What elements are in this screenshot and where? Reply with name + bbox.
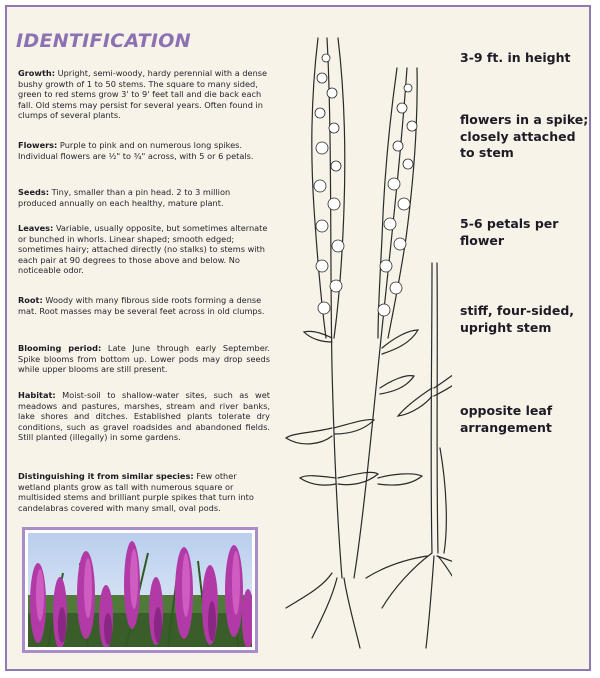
habitat-heading: Habitat: (18, 390, 56, 400)
seeds-text: Tiny, smaller than a pin head. 2 to 3 million produced annually on each healthy, mature plant. (18, 187, 231, 208)
section-habitat (18, 390, 270, 443)
flowers-text: Purple to pink and on numerous long spikes. Individual flowers are ½" to ¾" across, with 5 or 6 petals. (18, 140, 254, 161)
loosestrife-photo-image (28, 533, 252, 647)
growth-text: Upright, semi-woody, hardy perennial with a dense bushy growth of 1 to 50 stems. The square to many sided, green to red stems grow 3' to 9' feet tall and die back each fall. Old stems may persist for several years. Often found in clumps of several plants. (18, 68, 268, 121)
page-title: IDENTIFICATION (16, 30, 191, 52)
feature-flowers: flowers in a spike; closely attached to stem (460, 112, 589, 160)
feature-leaf: opposite leaf arrangement (460, 403, 553, 435)
section-distinguishing (18, 471, 270, 513)
blooming-text: Late June through early September. Spike blooms from bottom up. Lower pods may drop seeds while upper blooms are still present. (18, 343, 270, 375)
feature-petals: 5-6 petals per flower (460, 216, 559, 248)
blooming-heading: Blooming period: (18, 343, 102, 353)
leaves-text: Variable, usually opposite, but sometimes alternate or bunched in whorls. Linear shaped; smooth edged; sometimes hairy; attached directly (no stalks) to stems with each pair at 90 degrees to those above and below. No noticeable odor. (18, 223, 268, 276)
growth-heading: Growth: (18, 68, 55, 78)
leaves-heading: Leaves: (18, 223, 54, 233)
section-flowers (18, 140, 270, 161)
section-root (18, 295, 270, 316)
distinguishing-heading: Distinguishing it from similar species: (18, 471, 194, 481)
loosestrife-photo (22, 527, 258, 653)
section-leaves (18, 223, 270, 276)
flowers-heading: Flowers: (18, 140, 58, 150)
distinguishing-text: Few other wetland plants grow as tall with numerous square or multisided stems and brilliant purple spikes that turn into candelabras covered with many small, oval pods. (18, 471, 254, 513)
feature-height: 3-9 ft. in height (460, 50, 571, 65)
root-text: Woody with many fibrous side roots forming a dense mat. Root masses may be several feet across in old clumps. (18, 295, 265, 316)
loosestrife-botanical-drawing (282, 8, 452, 666)
section-growth (18, 68, 270, 121)
feature-stem: stiff, four-sided, upright stem (460, 303, 575, 335)
seeds-heading: Seeds: (18, 187, 50, 197)
section-seeds (18, 187, 270, 208)
habitat-text: Moist-soil to shallow-water sites, such as wet meadows and pastures, marshes, stream and river banks, lake shores and ditches. Established plants tolerate dry conditions, such as gravel roadsides and abandoned fields. Still planted (illegally) in some gardens. (18, 390, 270, 443)
root-heading: Root: (18, 295, 43, 305)
section-blooming (18, 343, 270, 375)
